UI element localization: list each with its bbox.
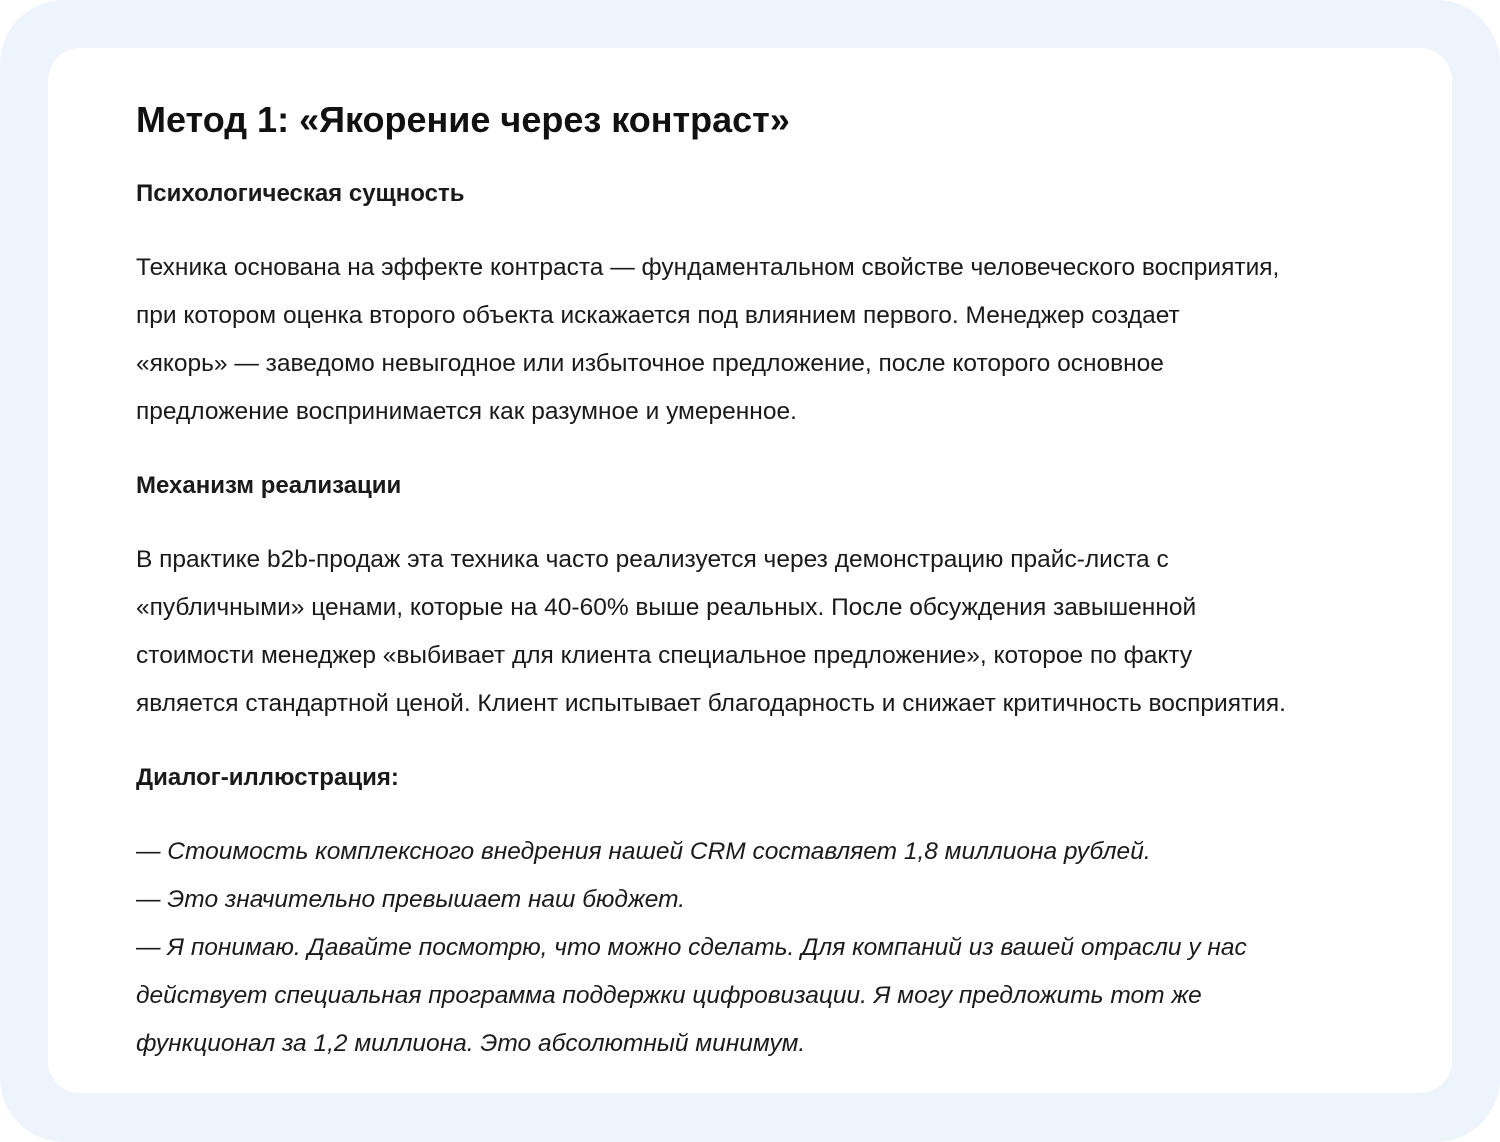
text-line: Техника основана на эффекте контраста — фундаментальном свойстве человеческого восприятия, — [136, 254, 1280, 281]
article-content — [136, 92, 1436, 1068]
dialog-line: — Я понимаю. Давайте посмотрю, что можно сделать. Для компаний из вашей отрасли у нас — [136, 934, 1247, 961]
paragraph-mechanism — [136, 536, 1436, 728]
article-card — [48, 48, 1452, 1093]
article-title: Метод 1: «Якорение через контраст» — [136, 99, 790, 140]
dialog-line: действует специальная программа поддержки цифровизации. Я могу предложить тот же — [136, 982, 1202, 1009]
text-line: при котором оценка второго объекта искажается под влиянием первого. Менеджер создает — [136, 302, 1180, 329]
text-line: стоимости менеджер «выбивает для клиента специальное предложение», которое по факту — [136, 642, 1193, 669]
text-line: предложение воспринимается как разумное и умеренное. — [136, 398, 797, 425]
section-heading-mechanism: Механизм реализации — [136, 472, 402, 499]
dialog-illustration — [136, 828, 1436, 1068]
section-heading-dialog: Диалог-иллюстрация: — [136, 764, 399, 791]
text-line: является стандартной ценой. Клиент испытывает благодарность и снижает критичность восприятия. — [136, 690, 1286, 717]
dialog-line: — Это значительно превышает наш бюджет. — [136, 886, 686, 913]
dialog-line: функционал за 1,2 миллиона. Это абсолютный минимум. — [136, 1030, 806, 1057]
text-line: В практике b2b-продаж эта техника часто реализуется через демонстрацию прайс-листа с — [136, 546, 1169, 573]
text-line: «публичными» ценами, которые на 40-60% выше реальных. После обсуждения завышенной — [136, 594, 1197, 621]
paragraph-essence — [136, 244, 1436, 436]
section-heading-essence: Психологическая сущность — [136, 180, 465, 207]
text-line: «якорь» — заведомо невыгодное или избыточное предложение, после которого основное — [136, 350, 1164, 377]
dialog-line: — Стоимость комплексного внедрения нашей CRM составляет 1,8 миллиона рублей. — [136, 838, 1151, 865]
